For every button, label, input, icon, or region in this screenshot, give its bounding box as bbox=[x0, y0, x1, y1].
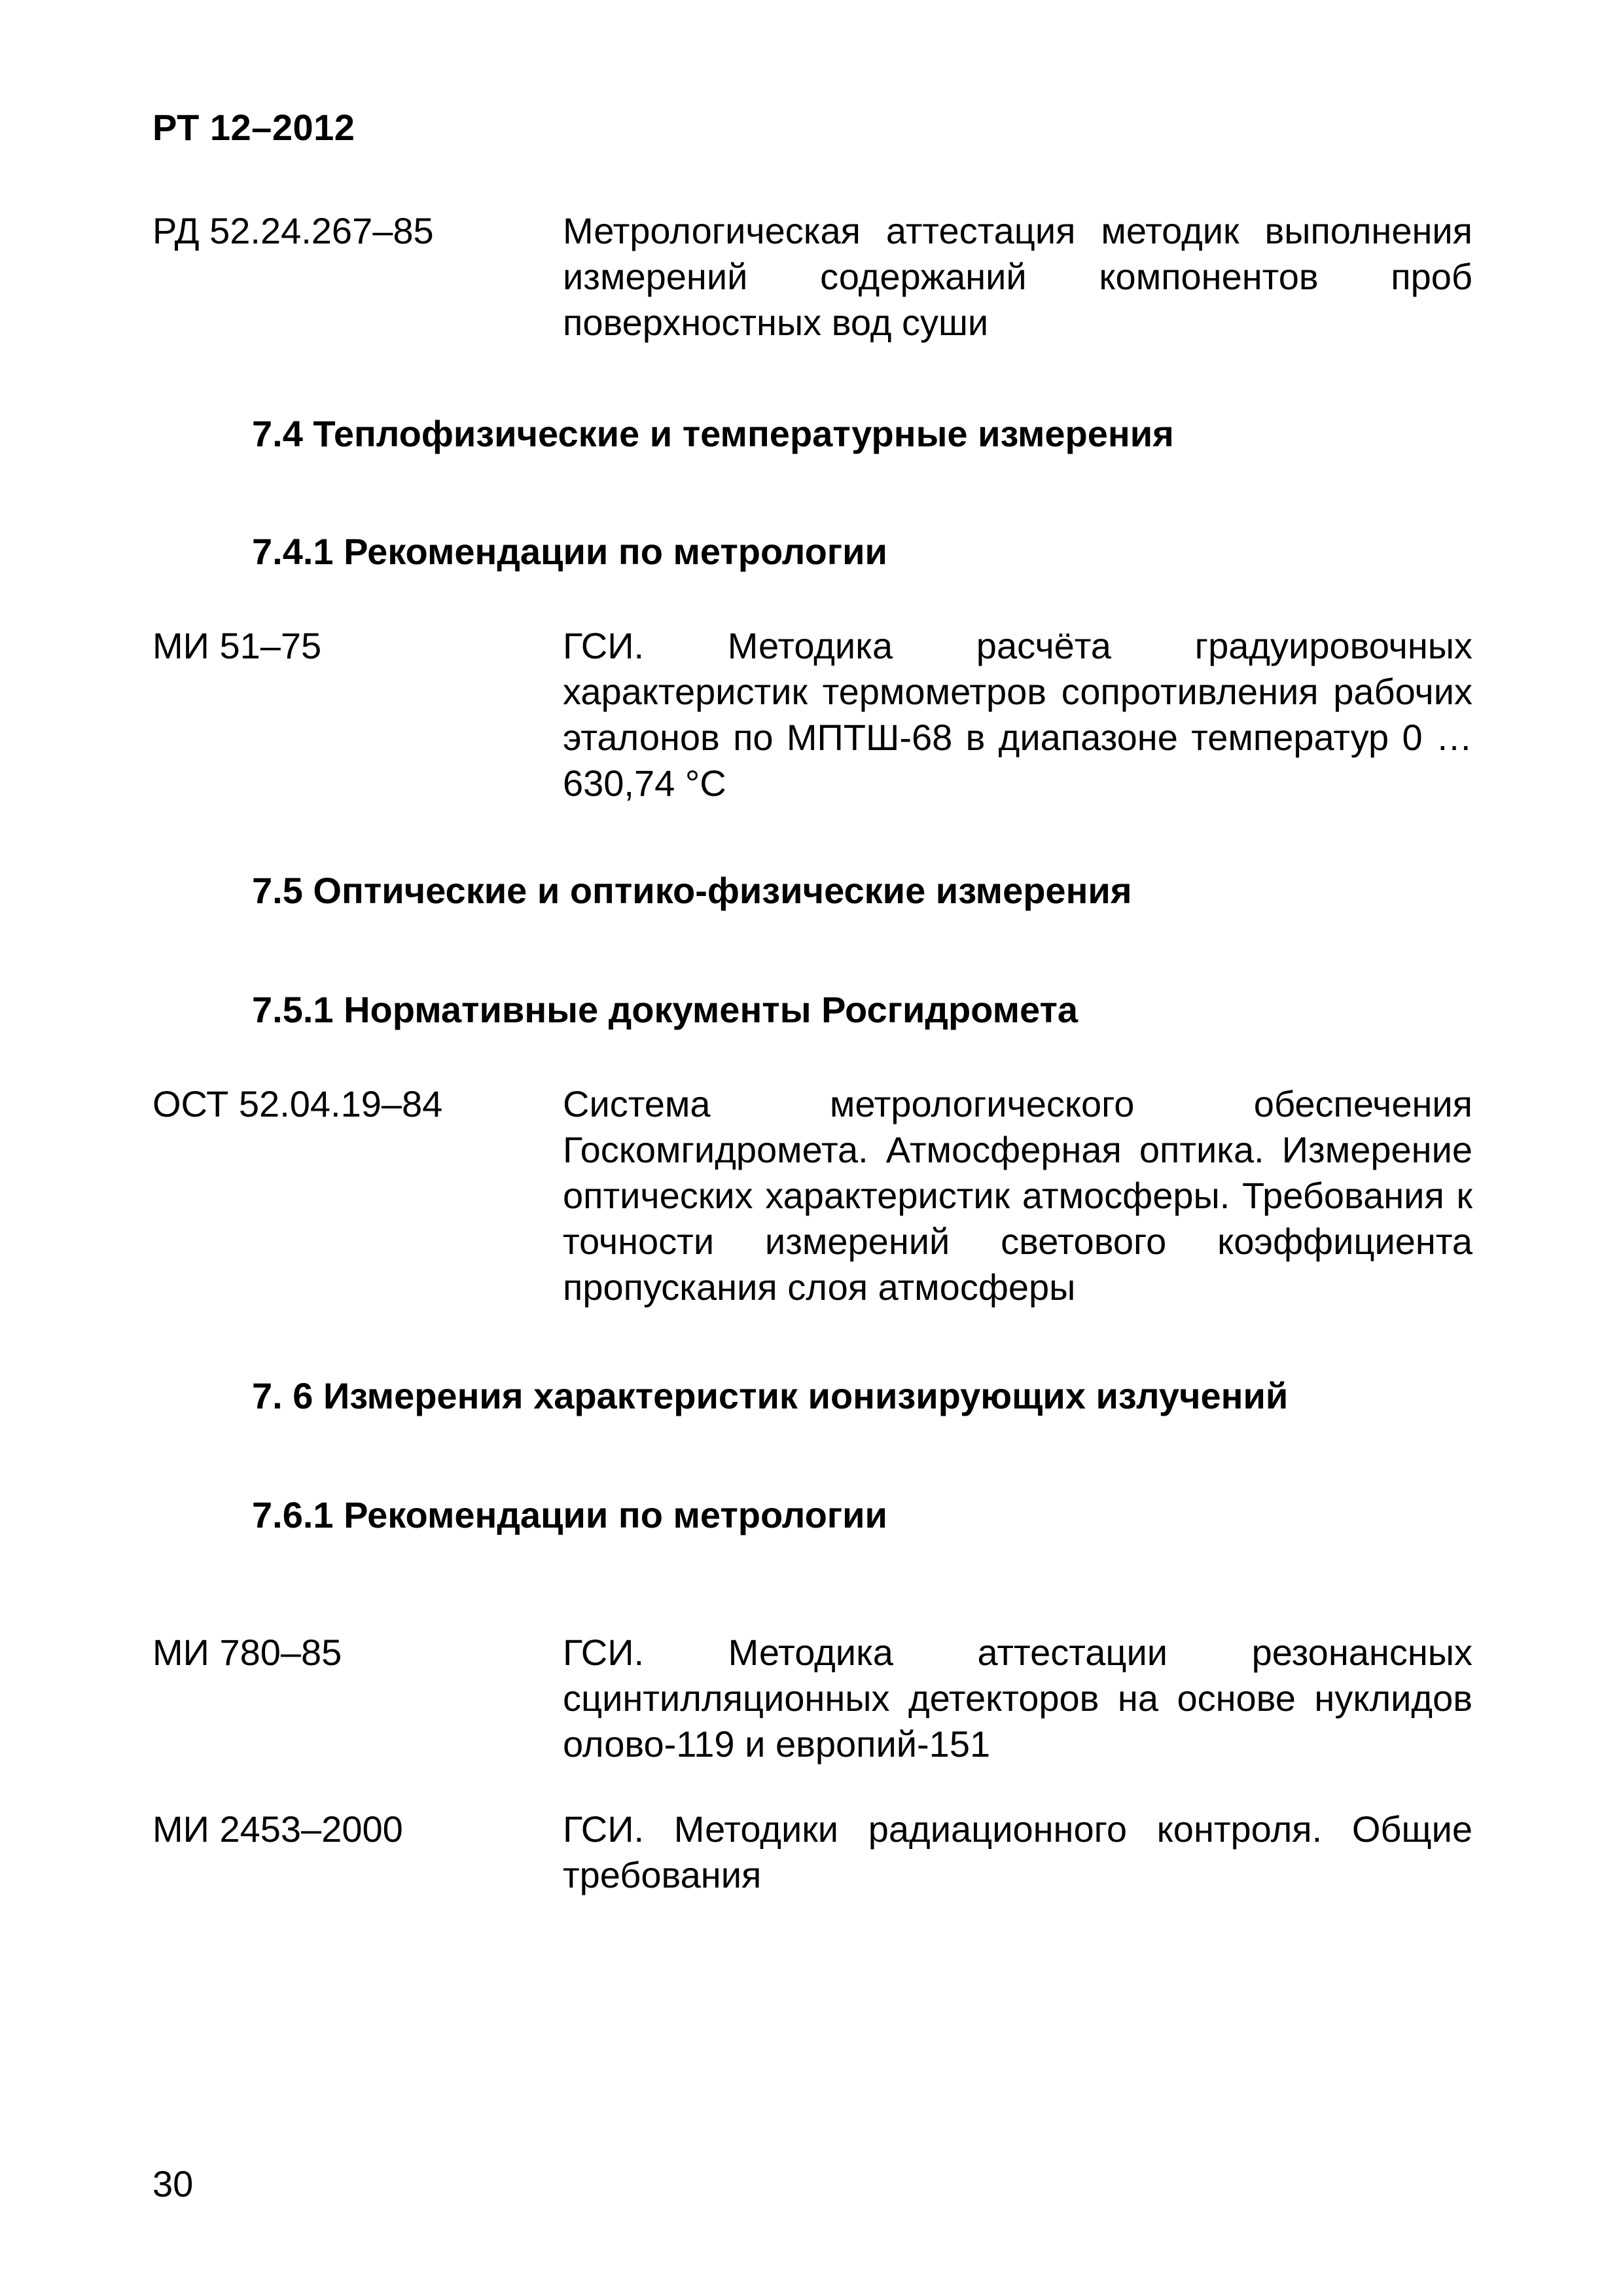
subsection-heading: 7.4.1 Рекомендации по метрологии bbox=[252, 531, 887, 572]
document-header: РТ 12–2012 bbox=[152, 107, 355, 148]
document-code: ОСТ 52.04.19–84 bbox=[152, 1083, 443, 1124]
document-code: МИ 780–85 bbox=[152, 1632, 342, 1673]
document-title: ГСИ. Методика аттестации резонансных сцинтилляционных детекторов на основе нуклидов олово-119 и европий-151 bbox=[563, 1632, 1472, 1765]
document-code: МИ 2453–2000 bbox=[152, 1808, 403, 1850]
document-title: Система метрологического обеспечения Госкомгидромета. Атмосферная оптика. Измерение оптических характеристик атмосферы. Требования к точности измерений светового коэффициента пропускания слоя атмосферы bbox=[563, 1083, 1472, 1308]
document-title: ГСИ. Методика расчёта градуировочных характеристик термометров сопротивления рабочих эталонов по МПТШ-68 в диапазоне температур 0 … 630,74 °С bbox=[563, 625, 1472, 804]
document-code: РД 52.24.267–85 bbox=[152, 210, 434, 251]
subsection-heading: 7.5.1 Нормативные документы Росгидромета bbox=[252, 989, 1079, 1030]
page-number: 30 bbox=[152, 2163, 194, 2204]
section-heading: 7.5 Оптические и оптико-физические измерения bbox=[252, 870, 1132, 911]
document-code: МИ 51–75 bbox=[152, 625, 322, 666]
section-heading: 7. 6 Измерения характеристик ионизирующих излучений bbox=[252, 1375, 1289, 1416]
section-heading: 7.4 Теплофизические и температурные измерения bbox=[252, 413, 1174, 454]
document-title: Метрологическая аттестация методик выполнения измерений содержаний компонентов проб поверхностных вод суши bbox=[563, 210, 1472, 343]
subsection-heading: 7.6.1 Рекомендации по метрологии bbox=[252, 1494, 887, 1535]
document-title: ГСИ. Методики радиационного контроля. Общие требования bbox=[563, 1808, 1472, 1895]
